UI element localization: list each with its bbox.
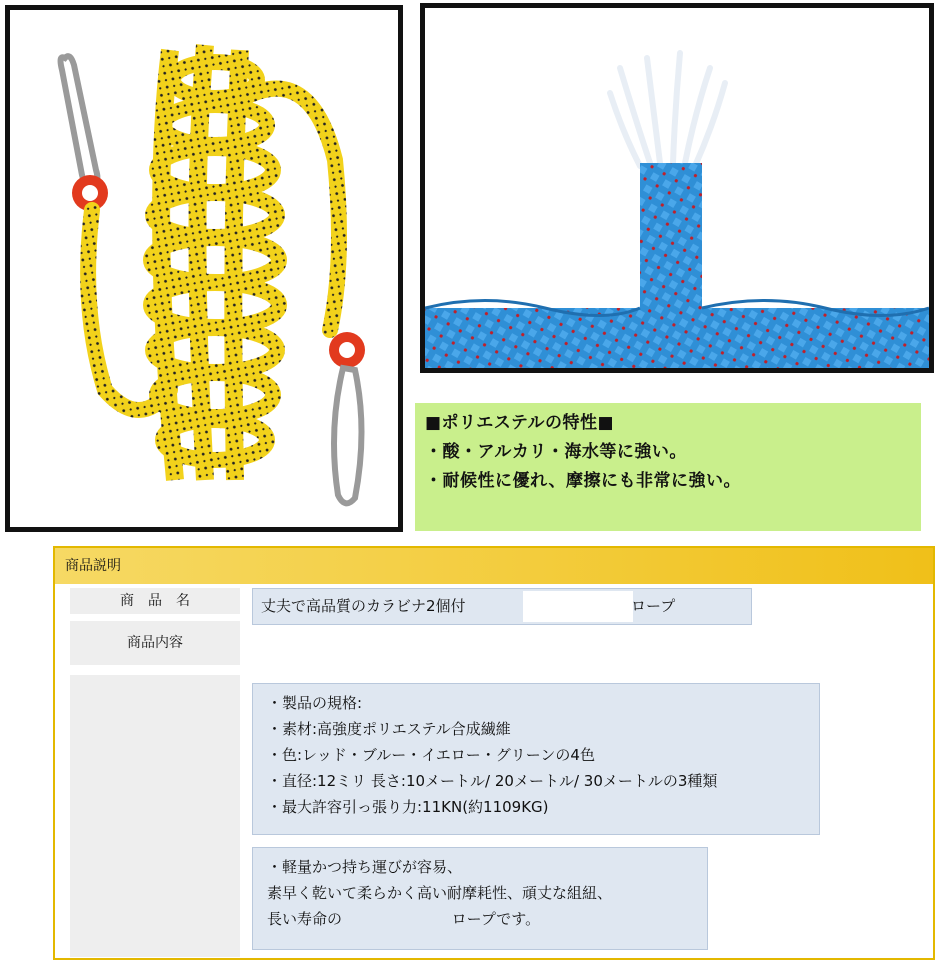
feature-line: ・軽量かつ持ち運びが容易、	[267, 858, 463, 876]
spec-line: ・製品の規格:	[267, 694, 363, 712]
product-name-suffix: ロープ	[631, 597, 676, 615]
spec-line: ・直径:12ミリ 長さ:10メートル/ 20メートル/ 30メートルの3種類	[267, 772, 718, 790]
polyester-info-box	[415, 403, 921, 531]
redacted-blank	[523, 591, 633, 622]
white-fiber-core	[610, 53, 725, 166]
polyester-title: ■ポリエステルの特性■	[425, 413, 615, 433]
spec-line: ・色:レッド・ブルー・イエロー・グリーンの4色	[267, 746, 595, 764]
rope-coil	[151, 45, 279, 480]
carabiner-right	[329, 332, 365, 503]
feature-line-last	[267, 906, 693, 932]
spec-line: ・素材:高強度ポリエステル合成繊維	[267, 720, 511, 738]
rope-sheath-coil	[425, 301, 929, 369]
spec-box	[252, 683, 820, 835]
product-photo-yellow-rope	[5, 5, 403, 532]
polyester-line-1: ・酸・アルカリ・海水等に強い。	[425, 442, 687, 462]
product-name-value: 丈夫で高品質のカラビナ2個付	[261, 597, 466, 615]
description-header: 商品説明	[55, 548, 933, 584]
polyester-line-2: ・耐候性に優れ、摩擦にも非常に強い。	[425, 471, 742, 491]
feature-line: 素早く乾いて柔らかく高い耐摩耗性、頑丈な組紐、	[267, 884, 613, 902]
product-description-panel	[53, 546, 935, 960]
feature-line-part: 長い寿命の	[267, 910, 343, 928]
feature-box	[252, 847, 708, 950]
product-name-value-cell	[252, 588, 752, 625]
product-name-label: 商 品 名	[70, 588, 240, 614]
product-photo-rope-core	[420, 3, 934, 373]
product-contents-label: 商品内容	[70, 621, 240, 665]
feature-line-part: ロープです。	[451, 910, 541, 928]
spec-line: ・最大許容引っ張り力:11KN(約1109KG)	[267, 798, 549, 816]
carabiner-left	[61, 56, 108, 211]
contents-label-spacer	[70, 675, 240, 957]
